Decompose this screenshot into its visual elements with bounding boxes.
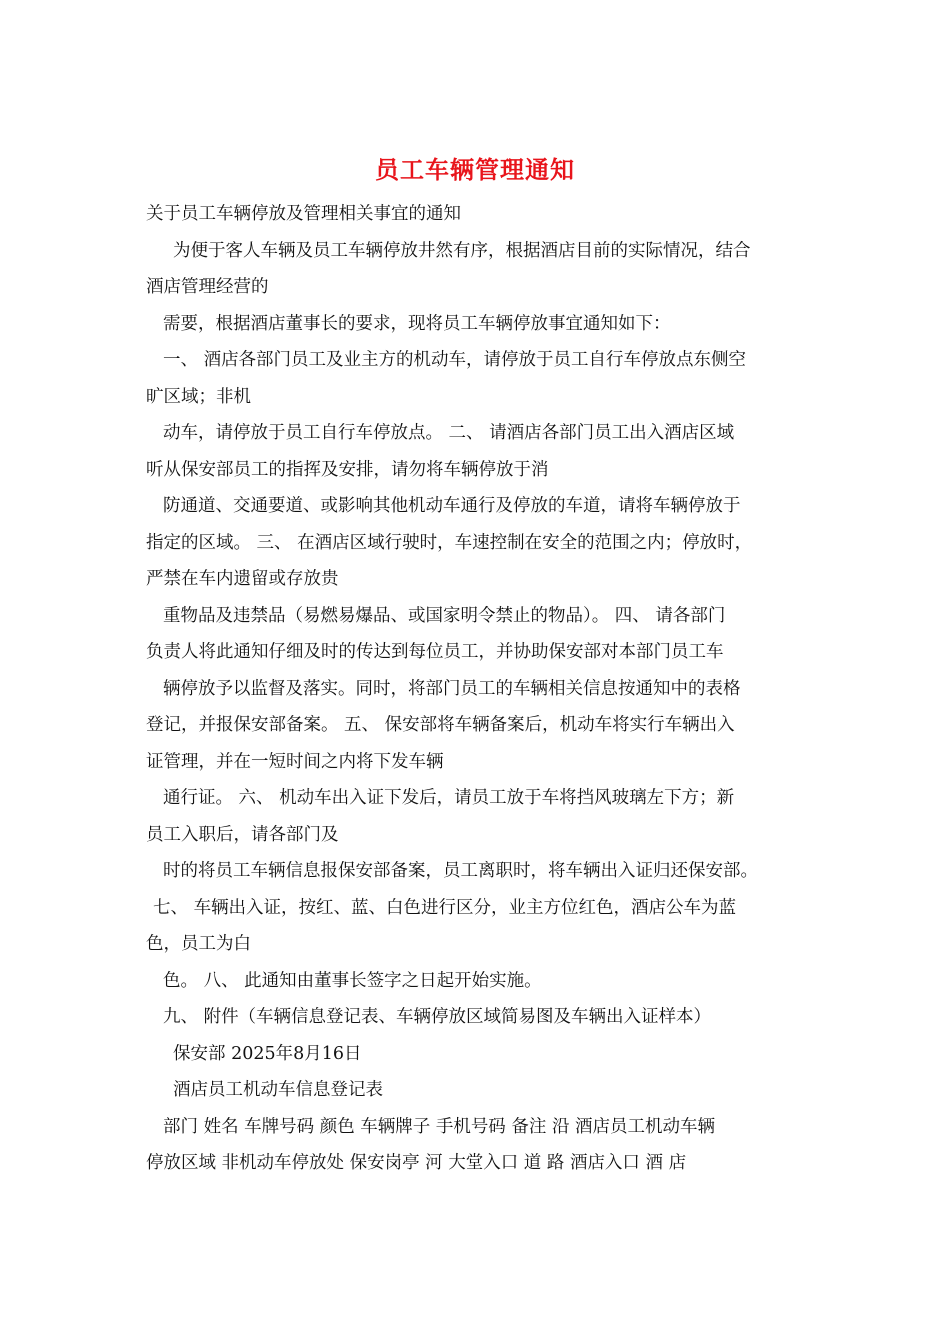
paragraph-line: 时的将员工车辆信息报保安部备案，员工离职时，将车辆出入证归还保安部。 (163, 861, 758, 881)
attachment-line: 九、 附件（车辆信息登记表、车辆停放区域简易图及车辆出入证样本） (163, 1007, 712, 1027)
document-title: 员工车辆管理通知 (375, 155, 575, 184)
paragraph-line: 色。 八、 此通知由董事长签字之日起开始实施。 (163, 970, 542, 991)
paragraph-line: 通行证。 六、 机动车出入证下发后，请员工放于车将挡风玻璃左下方；新 (163, 788, 735, 808)
paragraph-line: 旷区域；非机 (146, 386, 251, 407)
paragraph-line: 为便于客人车辆及员工车辆停放井然有序，根据酒店目前的实际情况，结合 (173, 240, 751, 261)
paragraph-line: 严禁在车内遗留或存放贵 (146, 569, 339, 589)
paragraph-line: 需要，根据酒店董事长的要求，现将员工车辆停放事宜通知如下： (163, 313, 671, 334)
paragraph-line: 员工入职后，请各部门及 (146, 824, 339, 845)
form-title-line: 酒店员工机动车信息登记表 (173, 1080, 383, 1100)
paragraph-line: 登记，并报保安部备案。 五、 保安部将车辆备案后，机动车将实行车辆出入 (146, 715, 735, 735)
paragraph-line: 辆停放予以监督及落实。同时，将部门员工的车辆相关信息按通知中的表格 (163, 678, 741, 699)
paragraph-line: 色，员工为白 (146, 934, 251, 954)
paragraph-line: 重物品及违禁品（易燃易爆品、或国家明令禁止的物品）。 四、 请各部门 (163, 605, 726, 626)
paragraph-line: 指定的区域。 三、 在酒店区域行驶时，车速控制在安全的范围之内；停放时， (146, 532, 753, 553)
paragraph-line: 防通道、交通要道、或影响其他机动车通行及停放的车道，请将车辆停放于 (163, 496, 741, 516)
paragraph-line: 听从保安部员工的指挥及安排，请勿将车辆停放于消 (146, 459, 549, 480)
paragraph-line: 负责人将此通知仔细及时的传达到每位员工，并协助保安部对本部门员工车 (146, 642, 724, 662)
paragraph-line: 酒店管理经营的 (146, 277, 269, 297)
paragraph-line: 证管理，并在一短时间之内将下发车辆 (146, 751, 444, 772)
subtitle-line: 关于员工车辆停放及管理相关事宜的通知 (146, 204, 461, 224)
paragraph-line: 七、 车辆出入证，按红、蓝、白色进行区分，业主方位红色，酒店公车为蓝 (153, 897, 737, 918)
map-labels-line: 停放区域 非机动车停放处 保安岗亭 河 大堂入口 道 路 酒店入口 酒 店 (146, 1153, 687, 1173)
document-body (146, 196, 816, 1182)
signature-line: 保安部 2025年8月16日 (173, 1043, 362, 1064)
paragraph-line: 一、 酒店各部门员工及业主方的机动车，请停放于员工自行车停放点东侧空 (163, 350, 747, 370)
form-fields-line: 部门 姓名 车牌号码 颜色 车辆牌子 手机号码 备注 沿 酒店员工机动车辆 (163, 1116, 715, 1137)
paragraph-line: 动车，请停放于员工自行车停放点。 二、 请酒店各部门员工出入酒店区域 (163, 423, 735, 443)
